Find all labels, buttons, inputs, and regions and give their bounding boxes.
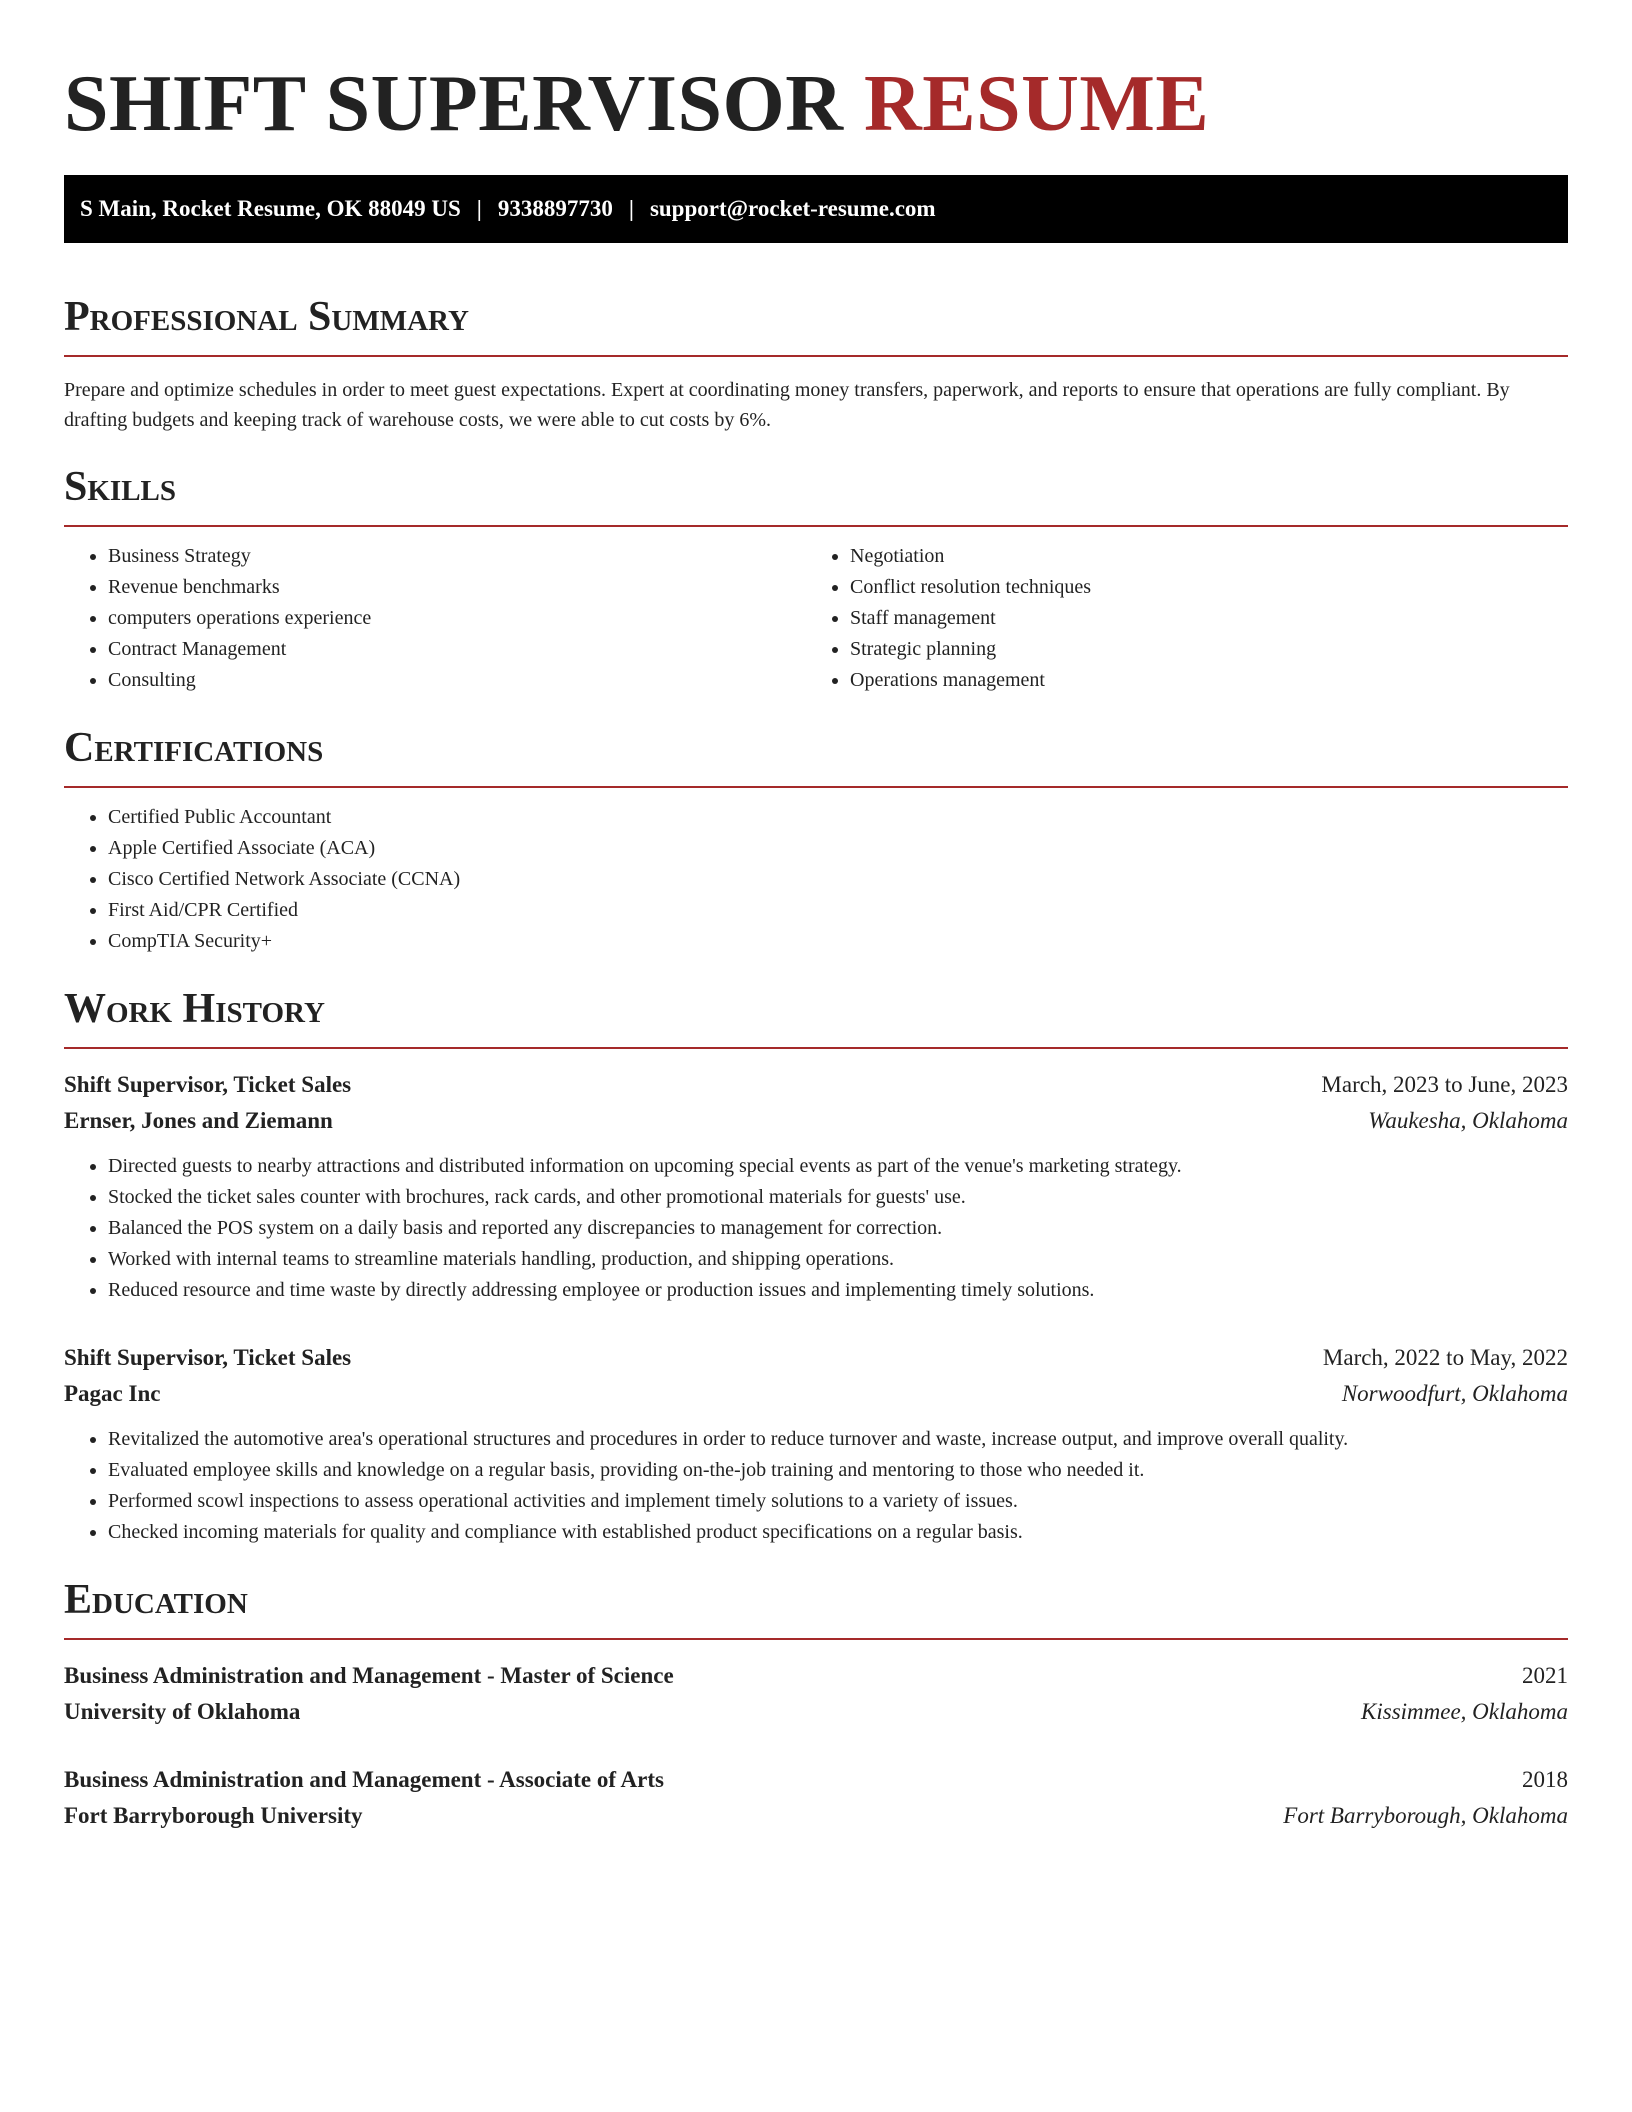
section-divider	[64, 786, 1568, 788]
job-header	[64, 1340, 1568, 1376]
certification-item: • Certified Public Accountant	[108, 802, 1568, 833]
education-entry	[64, 1762, 1568, 1834]
skills-list-right	[850, 541, 1568, 696]
education-degree: Business Administration and Management - Master of Science	[64, 1663, 674, 1688]
education-school: University of Oklahoma	[64, 1699, 301, 1724]
contact-phone: 9338897730	[497, 196, 613, 221]
skill-item: • Business Strategy	[108, 541, 826, 572]
education-header	[64, 1658, 1568, 1694]
skill-item: • Operations management	[850, 665, 1568, 696]
contact-email: support@rocket-resume.com	[649, 196, 936, 221]
skill-item: • Consulting	[108, 665, 826, 696]
education-degree: Business Administration and Management - Associate of Arts	[64, 1767, 664, 1792]
job-location: Waukesha, Oklahoma	[1368, 1108, 1568, 1133]
job-bullet: • Balanced the POS system on a daily basis and reported any discrepancies to management for correction.	[108, 1213, 1568, 1244]
contact-separator: |	[476, 196, 482, 221]
section-divider	[64, 1047, 1568, 1049]
job-entry	[64, 1340, 1568, 1548]
skill-item: • Strategic planning	[850, 634, 1568, 665]
job-bullet: • Directed guests to nearby attractions and distributed information on upcoming special events as part of the venue's marketing strategy.	[108, 1151, 1568, 1182]
education-entry	[64, 1658, 1568, 1730]
education-section	[64, 1576, 1568, 1834]
job-bullet: • Performed scowl inspections to assess operational activities and implement timely solutions to a variety of issues.	[108, 1486, 1568, 1517]
job-subheader	[64, 1103, 1568, 1139]
certifications-list	[64, 802, 1568, 957]
job-subheader	[64, 1376, 1568, 1412]
job-bullets	[64, 1424, 1568, 1548]
education-year: 2021	[1522, 1663, 1568, 1688]
education-subheader	[64, 1798, 1568, 1834]
job-dates: March, 2022 to May, 2022	[1322, 1345, 1568, 1370]
skills-heading: Skills	[64, 464, 177, 510]
job-bullet: • Worked with internal teams to streamline materials handling, production, and shipping operations.	[108, 1244, 1568, 1275]
job-bullet: • Checked incoming materials for quality and compliance with established product specifications on a regular basis.	[108, 1517, 1568, 1548]
education-year: 2018	[1522, 1767, 1568, 1792]
job-entry	[64, 1067, 1568, 1306]
skill-item: • Staff management	[850, 603, 1568, 634]
job-bullets	[64, 1151, 1568, 1306]
contact-separator: |	[628, 196, 634, 221]
education-location: Kissimmee, Oklahoma	[1361, 1699, 1568, 1724]
summary-section	[64, 293, 1568, 435]
section-divider	[64, 1638, 1568, 1640]
education-header	[64, 1762, 1568, 1798]
resume-title	[64, 58, 1568, 150]
certification-item: • CompTIA Security+	[108, 926, 1568, 957]
certifications-section	[64, 724, 1568, 957]
education-heading: Education	[64, 1577, 248, 1623]
summary-heading: Professional Summary	[64, 294, 469, 340]
contact-address: S Main, Rocket Resume, OK 88049 US	[80, 196, 461, 221]
education-subheader	[64, 1694, 1568, 1730]
contact-bar	[64, 175, 1568, 243]
skill-item: • Conflict resolution techniques	[850, 572, 1568, 603]
education-school: Fort Barryborough University	[64, 1803, 363, 1828]
certification-item: • Apple Certified Associate (ACA)	[108, 833, 1568, 864]
title-accent: RESUME	[863, 60, 1210, 148]
job-company: Ernser, Jones and Ziemann	[64, 1108, 333, 1133]
section-divider	[64, 355, 1568, 357]
work-heading: Work History	[64, 986, 325, 1032]
job-location: Norwoodfurt, Oklahoma	[1341, 1381, 1568, 1406]
job-title: Shift Supervisor, Ticket Sales	[64, 1072, 352, 1097]
summary-text: Prepare and optimize schedules in order to meet guest expectations. Expert at coordinating money transfers, paperwork, and reports to ensure that operations are fully compliant. By drafting budgets and keeping track of warehouse costs, we were able to cut costs by 6%.	[64, 379, 1510, 431]
job-dates: March, 2023 to June, 2023	[1321, 1072, 1568, 1097]
job-bullet: • Reduced resource and time waste by directly addressing employee or production issues and implementing timely solutions.	[108, 1275, 1568, 1306]
job-bullet: • Revitalized the automotive area's operational structures and procedures in order to reduce turnover and waste, increase output, and improve overall quality.	[108, 1424, 1568, 1455]
job-header	[64, 1067, 1568, 1103]
job-bullet: • Stocked the ticket sales counter with brochures, rack cards, and other promotional materials for guests' use.	[108, 1182, 1568, 1213]
work-section	[64, 985, 1568, 1548]
education-location: Fort Barryborough, Oklahoma	[1283, 1803, 1568, 1828]
resume-page	[64, 58, 1568, 1834]
skills-list-left	[64, 541, 826, 696]
skill-item: • Contract Management	[108, 634, 826, 665]
skill-item: • Negotiation	[850, 541, 1568, 572]
certification-item: • Cisco Certified Network Associate (CCNA)	[108, 864, 1568, 895]
skill-item: • Revenue benchmarks	[108, 572, 826, 603]
job-bullet: • Evaluated employee skills and knowledge on a regular basis, providing on-the-job training and mentoring to those who needed it.	[108, 1455, 1568, 1486]
certification-item: • First Aid/CPR Certified	[108, 895, 1568, 926]
title-main: SHIFT SUPERVISOR	[64, 60, 844, 148]
job-title: Shift Supervisor, Ticket Sales	[64, 1345, 352, 1370]
skill-item: • computers operations experience	[108, 603, 826, 634]
skills-grid	[64, 527, 1568, 696]
job-company: Pagac Inc	[64, 1381, 161, 1406]
skills-section	[64, 463, 1568, 696]
certifications-heading: Certifications	[64, 725, 324, 771]
